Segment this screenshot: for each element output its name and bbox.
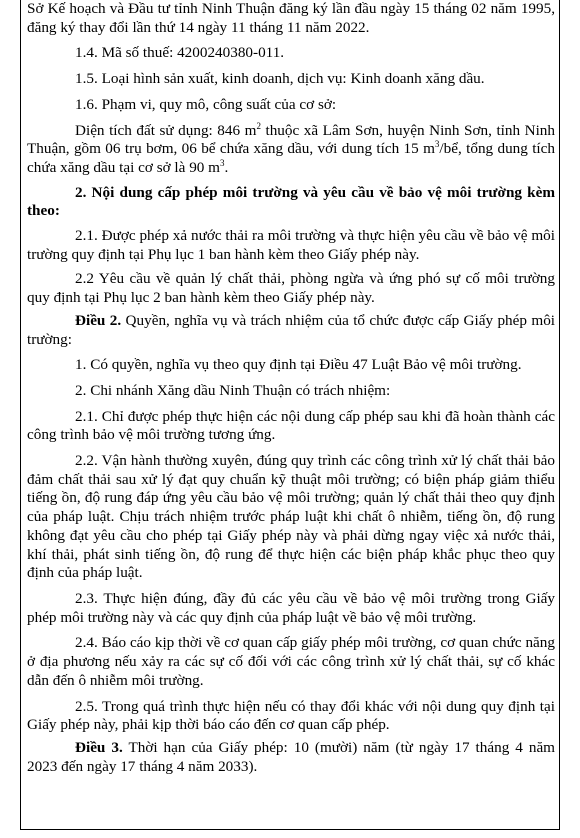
item-2-2-paragraph: 2.2 Yêu cầu về quản lý chất thải, phòng ngừa và ứng phó sự cố môi trường quy định tại Phụ lục 2 ban hành kèm theo Giấy phép này.: [27, 270, 555, 307]
superscript-3-total: 3: [220, 157, 225, 168]
land-area-text-d: .: [224, 158, 229, 176]
article-2-item-2-4: 2.4. Báo cáo kịp thời về cơ quan cấp giấy phép môi trường, cơ quan chức năng ở địa phương nếu xảy ra các sự cố đối với các công trình xử lý chất thải, sự cố khác dẫn đến ô nhiễm môi trường.: [27, 634, 555, 689]
article-2-text: Quyền, nghĩa vụ và trách nhiệm của tổ chức được cấp Giấy phép môi trường:: [27, 311, 556, 348]
land-area-text-a: Diện tích đất sử dụng: 846 m: [75, 121, 257, 139]
article-3-paragraph: [27, 739, 555, 776]
article-2-label: Điều 2.: [75, 311, 122, 329]
document-body: [27, 0, 555, 776]
article-2-item-2-3: 2.3. Thực hiện đúng, đầy đủ các yêu cầu về bảo vệ môi trường trong Giấy phép môi trường này và các quy định của pháp luật về bảo vệ môi trường.: [27, 589, 555, 626]
tax-code-paragraph: 1.4. Mã số thuế: 4200240380-011.: [75, 44, 285, 62]
scope-paragraph: 1.6. Phạm vi, quy mô, công suất của cơ sở:: [75, 95, 337, 113]
article-3-label: Điều 3.: [75, 738, 123, 756]
article-2-item-2: 2. Chi nhánh Xăng dầu Ninh Thuận có trách nhiệm:: [75, 381, 391, 399]
item-2-1-paragraph: 2.1. Được phép xả nước thải ra môi trường và thực hiện yêu cầu về bảo vệ môi trường quy định tại Phụ lục 1 ban hành kèm theo Giấy phép này.: [27, 227, 555, 263]
section-2-heading: [27, 184, 555, 221]
article-3-text: Thời hạn của Giấy phép: 10 (mười) năm (từ ngày 17 tháng 4 năm 2023 đến ngày 17 tháng 4 năm 2033).: [27, 738, 555, 775]
article-2-paragraph: [27, 312, 555, 349]
business-type-paragraph: 1.5. Loại hình sản xuất, kinh doanh, dịch vụ: Kinh doanh xăng dầu.: [75, 70, 485, 88]
intro-paragraph: Sở Kế hoạch và Đầu tư tỉnh Ninh Thuận đăng ký lần đầu ngày 15 tháng 02 năm 1995, đăng ký thay đổi lần thứ 14 ngày 11 tháng 11 năm 2022.: [27, 0, 555, 36]
article-2-item-1: 1. Có quyền, nghĩa vụ theo quy định tại Điều 47 Luật Bảo vệ môi trường.: [75, 356, 522, 374]
article-2-item-2-2: 2.2. Vận hành thường xuyên, đúng quy trình các công trình xử lý chất thải bảo đảm chất thải sau xử lý đạt quy chuẩn kỹ thuật môi trường; có biện pháp giảm thiểu tiếng ồn, độ rung đáp ứng yêu cầu bảo vệ môi trường; quản lý chất thải theo quy định của pháp luật. Chịu trách nhiệm trước pháp luật khi chất ô nhiễm, tiếng ồn, độ rung không đạt yêu cầu cho phép tại Giấy phép này và phải dừng ngay việc xả nước thải, khí thải, phát sinh tiếng ồn, độ rung để thực hiện các biện pháp khắc phục theo quy định của pháp luật.: [27, 452, 555, 582]
land-area-text-b: thuộc xã Lâm Sơn, huyện Ninh Sơn, tỉnh Ninh Thuận, gồm 06 trụ bơm, 06 bể chứa xăng dầu, với dung tích 15 m: [27, 121, 555, 158]
superscript-2: 2: [256, 120, 261, 131]
article-2-item-2-1: 2.1. Chỉ được phép thực hiện các nội dung cấp phép sau khi đã hoàn thành các công trình bảo vệ môi trường tương ứng.: [27, 407, 555, 444]
land-area-text-c: /bể, tổng dung tích chứa xăng dầu tại cơ sở là 90 m: [27, 140, 555, 176]
land-area-paragraph: [27, 122, 555, 178]
section-2-heading-text: 2. Nội dung cấp phép môi trường và yêu cầu về bảo vệ môi trường kèm theo:: [27, 183, 555, 220]
article-2-item-2-5: 2.5. Trong quá trình thực hiện nếu có thay đổi khác với nội dung quy định tại Giấy phép này, phải kịp thời báo cáo đến cơ quan cấp phép.: [27, 697, 555, 734]
superscript-3: 3: [434, 139, 440, 150]
